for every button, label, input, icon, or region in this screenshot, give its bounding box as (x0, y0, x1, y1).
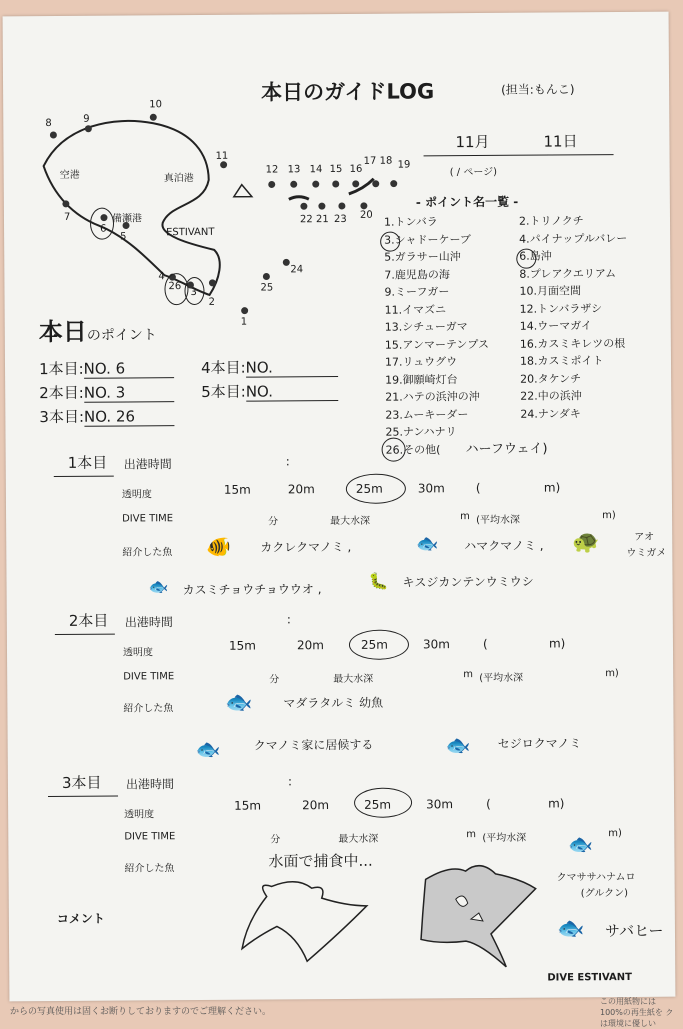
map-num: 7 (64, 212, 70, 223)
map-num: 1 (241, 317, 247, 328)
dive3-divetime: DIVE TIME (124, 831, 175, 842)
map-label-port1: 真泊港 (164, 169, 194, 184)
point-item: 4.パイナップルバレー (519, 229, 627, 247)
point-row (385, 317, 665, 336)
point-row (385, 299, 665, 318)
dive3-min: 分 (270, 830, 280, 845)
map-num: 24 (290, 264, 303, 275)
comment-label: コメント (57, 910, 105, 927)
dive3-depart-colon: : (288, 774, 292, 788)
turtle-icon: 🐢 (572, 530, 600, 555)
dive3-avg: (平均水深 (482, 829, 526, 844)
map-num: 13 (288, 164, 301, 175)
dive1-m2: m) (602, 510, 616, 521)
point-26-list-circle (382, 438, 406, 462)
dive3-label: 3本目: (39, 408, 84, 426)
dive5-point (201, 380, 338, 402)
today-title-main: 本日 (39, 318, 87, 346)
point-item: 17.リュウグウ (385, 353, 520, 371)
dive4-label: 4本目: (201, 359, 246, 377)
nudibranch-icon: 🐛 (368, 572, 388, 591)
dive2-vis-label: 透明度 (123, 643, 153, 658)
point-item: ハーフウェイ) (466, 440, 548, 458)
dive1-point (39, 357, 174, 379)
skunk-clownfish-icon: 🐟 (446, 733, 471, 757)
dive3-vis: ( (486, 797, 491, 811)
dive2-label: 2本目: (39, 384, 84, 402)
map-label-shop: ESTIVANT (166, 227, 214, 238)
dive2-vis: ( (483, 637, 488, 651)
point-row (385, 334, 665, 353)
fish-butterflyfish: カスミチョウチョウウオ , (183, 580, 322, 598)
dive2-vis-selected (349, 630, 409, 660)
point-item: 2.トリノクチ (519, 212, 584, 230)
dive2-m2: m) (605, 668, 619, 679)
fish-clark-anemonefish: ハマクマノミ , (464, 537, 543, 555)
brand-name: DIVE ESTIVANT (547, 972, 632, 984)
dive1-label: 1本目: (39, 360, 84, 378)
clownfish-icon: 🐠 (206, 535, 231, 559)
dive1-depart-colon: : (286, 454, 290, 468)
dive3-vis-selected (354, 787, 412, 817)
point-list-title: - ポイント名一覧 - (416, 193, 518, 211)
map-label-airport: 空港 (60, 166, 80, 181)
dive1-depart: 出港時間 (124, 455, 172, 472)
point-item: 23.ムーキーダー (385, 405, 520, 423)
dive2-depart-colon: : (287, 612, 291, 626)
dive3-no-value: 26 (116, 407, 135, 425)
point-row (385, 352, 665, 371)
dive3-vis-label: 透明度 (124, 805, 154, 820)
map-num: 26 (168, 281, 181, 292)
point-row (385, 387, 665, 406)
dive3-depart: 出港時間 (126, 775, 174, 792)
dive2-min: 分 (269, 670, 279, 685)
map-num: 17 (364, 156, 377, 167)
point-item: 18.カスミポイト (520, 352, 604, 370)
dive2-no (84, 383, 174, 403)
dive1-no-label: NO. (84, 360, 111, 378)
dive1-vis: 25m (356, 482, 383, 496)
point-row (385, 369, 665, 388)
fish-feeding-note: 水面で捕食中... (268, 850, 372, 872)
map-num: 16 (350, 164, 363, 175)
dive3-no-label: NO. (84, 408, 111, 426)
map-num: 15 (330, 164, 343, 175)
point-item: 21.ハテの浜沖の沖 (385, 388, 520, 406)
dive2-vis: 20m (297, 638, 324, 652)
point-item: 8.プレアクエリアム (519, 265, 616, 283)
small-island (234, 185, 252, 197)
point-item: 25.ナンハナリ (385, 423, 520, 441)
page-title: 本日のガイドLOG (261, 75, 434, 106)
manta-ray-drawing-1 (237, 876, 378, 967)
dive1-vis-selected (346, 474, 406, 504)
dive1-divetime: DIVE TIME (122, 513, 173, 524)
fish-green-turtle-1: アオ (634, 528, 654, 543)
map-num: 8 (45, 118, 51, 129)
date-underline (424, 154, 614, 156)
map-num: 6 (100, 224, 106, 235)
dive3-m: m (466, 829, 476, 840)
map-num: 3 (190, 287, 196, 298)
point-item: 6.島沖 (519, 248, 552, 266)
point-item: 3.シャドーケーブ (384, 230, 519, 248)
today-title-sub: のポイント (87, 327, 157, 343)
map-num: 19 (398, 159, 411, 170)
dive2-divetime: DIVE TIME (123, 671, 174, 682)
dive3-vis: 30m (426, 797, 453, 811)
dive2-m: m (463, 669, 473, 680)
dive1-no-value: 6 (116, 359, 126, 377)
dive1-vis: 15m (224, 483, 251, 497)
map-num: 14 (310, 164, 323, 175)
reef-2 (349, 179, 374, 194)
dive2-vis: 30m (423, 637, 450, 651)
dive1-vis: ( (476, 481, 481, 495)
dive3-head: 3本目 (62, 772, 102, 793)
dive2-maxdepth: 最大水深 (333, 670, 373, 685)
point-row (384, 229, 664, 248)
point-item: 20.タケンチ (520, 370, 581, 388)
point-3-circle (184, 277, 204, 305)
dive3-head-line (48, 796, 118, 797)
dive2-no-label: NO. (84, 384, 111, 402)
footer-note: からの写真使用は固くお断りしておりますのでご理解ください。 (10, 1004, 271, 1017)
point-item: 9.ミーフガー (384, 283, 519, 301)
dive1-vis: 20m (288, 482, 315, 496)
dive1-maxdepth: 最大水深 (330, 512, 370, 527)
dive1-vis: 30m (418, 481, 445, 495)
map-num: 10 (149, 99, 162, 110)
fish-fusilier-local: (グルクン) (581, 884, 628, 899)
dive1-min: 分 (268, 512, 278, 527)
dive4-no: NO. (246, 358, 338, 378)
today-title (39, 311, 157, 347)
dive3-no (84, 407, 174, 427)
map-num: 4 (158, 271, 164, 282)
staff-name: (担当:もんこ) (501, 80, 575, 98)
map-num: 11 (216, 151, 229, 162)
point-item: 5.ガラサー山沖 (384, 248, 519, 266)
dive3-vis: m) (548, 796, 564, 810)
dive2-vis: 25m (361, 638, 388, 652)
dive2-fish-label: 紹介した魚 (123, 699, 173, 714)
dive1-vis: m) (544, 480, 560, 494)
fish-clownfish: カクレクマノミ , (260, 538, 351, 556)
dive5-label: 5本目: (201, 383, 246, 401)
log-sheet (3, 12, 676, 1002)
dive5-no: NO. (246, 382, 338, 402)
point-item: 12.トンバラザシ (520, 300, 603, 318)
map-num: 18 (380, 156, 393, 167)
dive2-vis: m) (549, 636, 565, 650)
dive1-head-line (54, 476, 114, 477)
point-row (384, 212, 664, 231)
anemonefish2-icon: 🐟 (196, 737, 221, 761)
dive1-head: 1本目 (68, 452, 108, 473)
map-label-port2: 備瀬港 (112, 209, 142, 224)
point-item: 24.ナンダキ (520, 405, 581, 423)
dive2-head: 2本目 (69, 610, 109, 631)
point-row (384, 282, 664, 301)
island-outline (43, 120, 220, 296)
point-6-list-circle (516, 249, 536, 269)
milkfish-icon: 🐟 (557, 916, 585, 941)
point-item: 16.カスミキレツの根 (520, 334, 626, 352)
point-3-list-circle (380, 232, 400, 252)
fish-green-turtle-2: ウミガメ (626, 544, 666, 559)
fusilier-icon: 🐟 (568, 832, 593, 856)
page-number: ( / ページ) (450, 163, 497, 178)
point-row (386, 439, 666, 458)
point-item: 26.その他( (386, 441, 466, 459)
dive3-maxdepth: 最大水深 (338, 830, 378, 845)
dive1-avg: (平均水深 (476, 511, 520, 526)
manta-ray-drawing-2 (410, 859, 541, 970)
point-item: 7.鹿児島の海 (384, 265, 519, 283)
fish-lodger-note: クマノミ家に居候する (254, 736, 374, 754)
dive1-m: m (460, 511, 470, 522)
map-num: 2 (209, 297, 215, 308)
butterflyfish-icon: 🐟 (148, 577, 168, 596)
dive1-fish-label: 紹介した魚 (122, 543, 172, 558)
point-item: 13.シチューガマ (385, 318, 520, 336)
fish-juvenile-snapper: マダラタルミ 幼魚 (283, 694, 383, 712)
point-item: 11.イマズニ (385, 300, 520, 318)
dive3-fish-label: 紹介した魚 (124, 859, 174, 874)
point-item: 15.アンマーテンプス (385, 335, 520, 353)
footer-recycle-note: この用紙物には 100%の再生紙を クは環境に優しい (600, 996, 680, 1029)
map-num: 20 (360, 210, 373, 221)
fish-skunk-clownfish: セジロクマノミ (498, 734, 582, 752)
dive2-depart: 出港時間 (125, 613, 173, 630)
dive3-vis: 25m (364, 798, 391, 812)
point-item: 1.トンバラ (384, 213, 519, 231)
point-item: 22.中の浜沖 (520, 387, 582, 405)
map-num: 9 (83, 114, 89, 125)
dive2-vis: 15m (229, 639, 256, 653)
fish-nudibranch: キスジカンテンウミウシ (402, 573, 533, 591)
snapper-icon: 🐟 (225, 691, 253, 716)
dive2-no-value: 3 (116, 383, 126, 401)
dive3-point (39, 405, 174, 427)
date-month: 11月 (455, 131, 489, 152)
dive3-m2: m) (608, 828, 622, 839)
point-item: 19.御願崎灯台 (385, 370, 520, 388)
point-row (385, 422, 665, 441)
dive3-vis: 20m (302, 798, 329, 812)
dive2-head-line (55, 634, 115, 635)
map-num: 22 (300, 214, 313, 225)
fish-milkfish: サバヒー (605, 920, 664, 941)
dive3-vis: 15m (234, 799, 261, 813)
map-num: 25 (260, 282, 273, 293)
dive2-avg: (平均水深 (479, 669, 523, 684)
dive2-point (39, 381, 174, 403)
reef-1 (289, 197, 309, 200)
point-row (385, 404, 665, 423)
dive1-vis-label: 透明度 (122, 485, 152, 500)
point-item: 10.月面空間 (519, 282, 581, 300)
point-6-circle (90, 208, 114, 240)
anemonefish-icon: 🐟 (416, 533, 439, 554)
dive1-no (84, 359, 174, 379)
dive4-point (201, 356, 338, 378)
map-num: 23 (334, 214, 347, 225)
map-num: 21 (316, 214, 329, 225)
point-item: 14.ウーマガイ (520, 317, 592, 335)
map-num: 5 (120, 231, 126, 242)
fish-fusilier: クマササハナムロ (557, 868, 636, 884)
map-num: 12 (266, 164, 279, 175)
date-day: 11日 (543, 130, 577, 151)
